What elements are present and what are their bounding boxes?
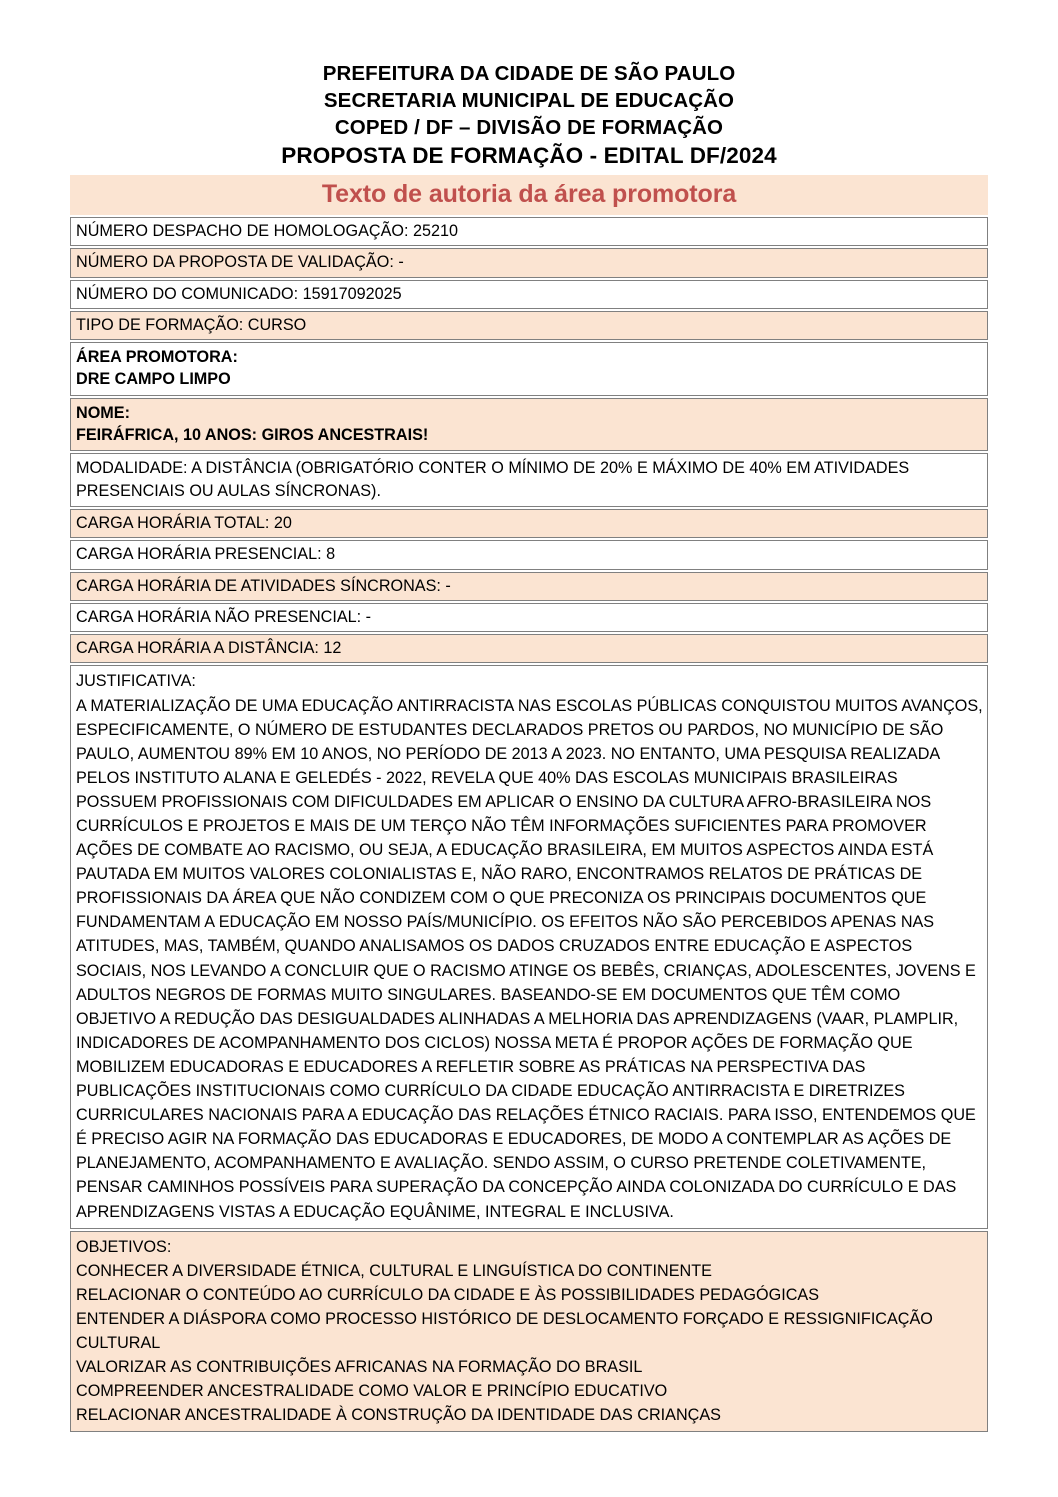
nome-label: NOME: <box>76 403 130 422</box>
header-line-prefeitura: PREFEITURA DA CIDADE DE SÃO PAULO <box>322 62 736 85</box>
carga-horaria-sincronas-text: CARGA HORÁRIA DE ATIVIDADES SÍNCRONAS: - <box>76 576 451 595</box>
header-line-proposta: PROPOSTA DE FORMAÇÃO - EDITAL DF/2024 <box>281 143 777 168</box>
modalidade-text: MODALIDADE: A DISTÂNCIA (OBRIGATÓRIO CONTER O MÍNIMO DE 20% E MÁXIMO DE 40% EM ATIVIDADES PRESENCIAIS OU AULAS SÍNCRONAS). <box>76 459 910 500</box>
proposta-validacao-text: NÚMERO DA PROPOSTA DE VALIDAÇÃO: - <box>76 253 404 272</box>
proposal-form-table <box>70 217 988 1432</box>
row-justificativa <box>70 665 988 1228</box>
row-carga-horaria-sincronas <box>70 572 988 601</box>
carga-horaria-total-text: CARGA HORÁRIA TOTAL: 20 <box>76 513 292 532</box>
authorship-banner <box>70 175 988 215</box>
carga-horaria-nao-presencial-text: CARGA HORÁRIA NÃO PRESENCIAL: - <box>76 607 372 626</box>
header-line-secretaria: SECRETARIA MUNICIPAL DE EDUCAÇÃO <box>323 89 735 112</box>
row-tipo-formacao <box>70 311 988 340</box>
area-promotora-value: DRE CAMPO LIMPO <box>76 370 231 389</box>
objetivo-item: ENTENDER A DIÁSPORA COMO PROCESSO HISTÓRICO DE DESLOCAMENTO FORÇADO E RESSIGNIFICAÇÃO CULTURAL <box>76 1309 933 1352</box>
despacho-homologacao-text: NÚMERO DESPACHO DE HOMOLOGAÇÃO: 25210 <box>76 222 458 240</box>
objetivo-item: COMPREENDER ANCESTRALIDADE COMO VALOR E PRINCÍPIO EDUCATIVO <box>76 1382 668 1401</box>
objetivo-item: RELACIONAR ANCESTRALIDADE À CONSTRUÇÃO DA IDENTIDADE DAS CRIANÇAS <box>76 1406 721 1425</box>
objetivo-item: VALORIZAR AS CONTRIBUIÇÕES AFRICANAS NA FORMAÇÃO DO BRASIL <box>76 1358 643 1377</box>
area-promotora-label: ÁREA PROMOTORA: <box>76 348 238 367</box>
row-proposta-validacao <box>70 248 988 277</box>
objetivo-item: CONHECER A DIVERSIDADE ÉTNICA, CULTURAL E LINGUÍSTICA DO CONTINENTE <box>76 1261 712 1280</box>
authorship-banner-text: Texto de autoria da área promotora <box>321 180 737 208</box>
row-carga-horaria-presencial <box>70 540 988 569</box>
row-modalidade <box>70 453 988 507</box>
numero-comunicado-text: NÚMERO DO COMUNICADO: 15917092025 <box>76 284 402 303</box>
header-line-coped: COPED / DF – DIVISÃO DE FORMAÇÃO <box>334 116 724 139</box>
row-carga-horaria-nao-presencial <box>70 603 988 632</box>
tipo-formacao-text: TIPO DE FORMAÇÃO: CURSO <box>76 315 307 334</box>
row-area-promotora <box>70 342 988 396</box>
row-nome <box>70 398 988 452</box>
row-numero-comunicado <box>70 280 988 309</box>
row-carga-horaria-total <box>70 509 988 538</box>
carga-horaria-distancia-text: CARGA HORÁRIA A DISTÂNCIA: 12 <box>76 639 342 658</box>
row-carga-horaria-distancia <box>70 634 988 663</box>
row-objetivos <box>70 1231 988 1433</box>
document-header <box>0 0 1058 171</box>
objetivos-label: OBJETIVOS: <box>76 1237 172 1256</box>
row-despacho-homologacao <box>70 217 988 246</box>
nome-value: FEIRÁFRICA, 10 ANOS: GIROS ANCESTRAIS! <box>76 426 429 445</box>
justificativa-label: JUSTIFICATIVA: <box>76 672 196 691</box>
justificativa-text: A MATERIALIZAÇÃO DE UMA EDUCAÇÃO ANTIRRACISTA NAS ESCOLAS PÚBLICAS CONQUISTOU MUITOS AVANÇOS, ESPECIFICAMENTE, O NÚMERO DE ESTUDANTES DECLARADOS PRETOS OU PARDOS, NO MUNICÍPIO DE SÃO PAULO, AUMENTOU 89% EM 10 ANOS, NO PERÍODO DE 2013 A 2023. NO ENTANTO, UMA PESQUISA REALIZADA PELOS INSTITUTO ALANA E GELEDÉS - 2022, REVELA QUE 40% DAS ESCOLAS MUNICIPAIS BRASILEIRAS POSSUEM PROFISSIONAIS COM DIFICULDADES EM APLICAR O ENSINO DA CULTURA AFRO-BRASILEIRA NOS CURRÍCULOS E PROJETOS E MAIS DE UM TERÇO NÃO TÊM INFORMAÇÕES SUFICIENTES PARA PROMOVER AÇÕES DE COMBATE AO RACISMO, OU SEJA, A EDUCAÇÃO BRASILEIRA, EM MUITOS ASPECTOS AINDA ESTÁ PAUTADA EM MUITOS VALORES COLONIALISTAS E, NÃO RARO, ENCONTRAMOS RELATOS DE PRÁTICAS DE PROFISSIONAIS DA ÁREA QUE NÃO CONDIZEM COM O QUE PRECONIZA OS PRINCIPAIS DOCUMENTOS QUE FUNDAMENTAM A EDUCAÇÃO EM NOSSO PAÍS/MUNICÍPIO. OS EFEITOS NÃO SÃO PERCEBIDOS APENAS NAS ATITUDES, MAS, TAMBÉM, QUANDO ANALISAMOS OS DADOS CRUZADOS ENTRE EDUCAÇÃO E ASPECTOS SOCIAIS, NOS LEVANDO A CONCLUIR QUE O RACISMO ATINGE OS BEBÊS, CRIANÇAS, ADOLESCENTES, JOVENS E ADULTOS NEGROS DE FORMAS MUITO SINGULARES. BASEANDO-SE EM DOCUMENTOS QUE TÊM COMO OBJETIVO A REDUÇÃO DAS DESIGUALDADES ALINHADAS A MELHORIA DAS APRENDIZAGENS (VAAR, PLAMPLIR, INDICADORES DE ACOMPANHAMENTO DOS CICLOS) NOSSA META É PROPOR AÇÕES DE FORMAÇÃO QUE MOBILIZEM EDUCADORAS E EDUCADORES A REFLETIR SOBRE AS PRÁTICAS NA PERSPECTIVA DAS PUBLICAÇÕES INSTITUCIONAIS COMO CURRÍCULO DA CIDADE EDUCAÇÃO ANTIRRACISTA E DIRETRIZES CURRICULARES NACIONAIS PARA A EDUCAÇÃO DAS RELAÇÕES ÉTNICO RACIAIS. PARA ISSO, ENTENDEMOS QUE É PRECISO AGIR NA FORMAÇÃO DAS EDUCADORAS E EDUCADORES, DE MODO A CONTEMPLAR AS AÇÕES DE PLANEJAMENTO, ACOMPANHAMENTO E AVALIAÇÃO. SENDO ASSIM, O CURSO PRETENDE COLETIVAMENTE, PENSAR CAMINHOS POSSÍVEIS PARA SUPERAÇÃO DA CONCEPÇÃO AINDA COLONIZADA DO CURRÍCULO E DAS APRENDIZAGENS VISTAS A EDUCAÇÃO EQUÂNIME, INTEGRAL E INCLUSIVA. <box>76 696 983 1221</box>
carga-horaria-presencial-text: CARGA HORÁRIA PRESENCIAL: 8 <box>76 545 336 564</box>
objetivo-item: RELACIONAR O CONTEÚDO AO CURRÍCULO DA CIDADE E ÀS POSSIBILIDADES PEDAGÓGICAS <box>76 1285 819 1304</box>
